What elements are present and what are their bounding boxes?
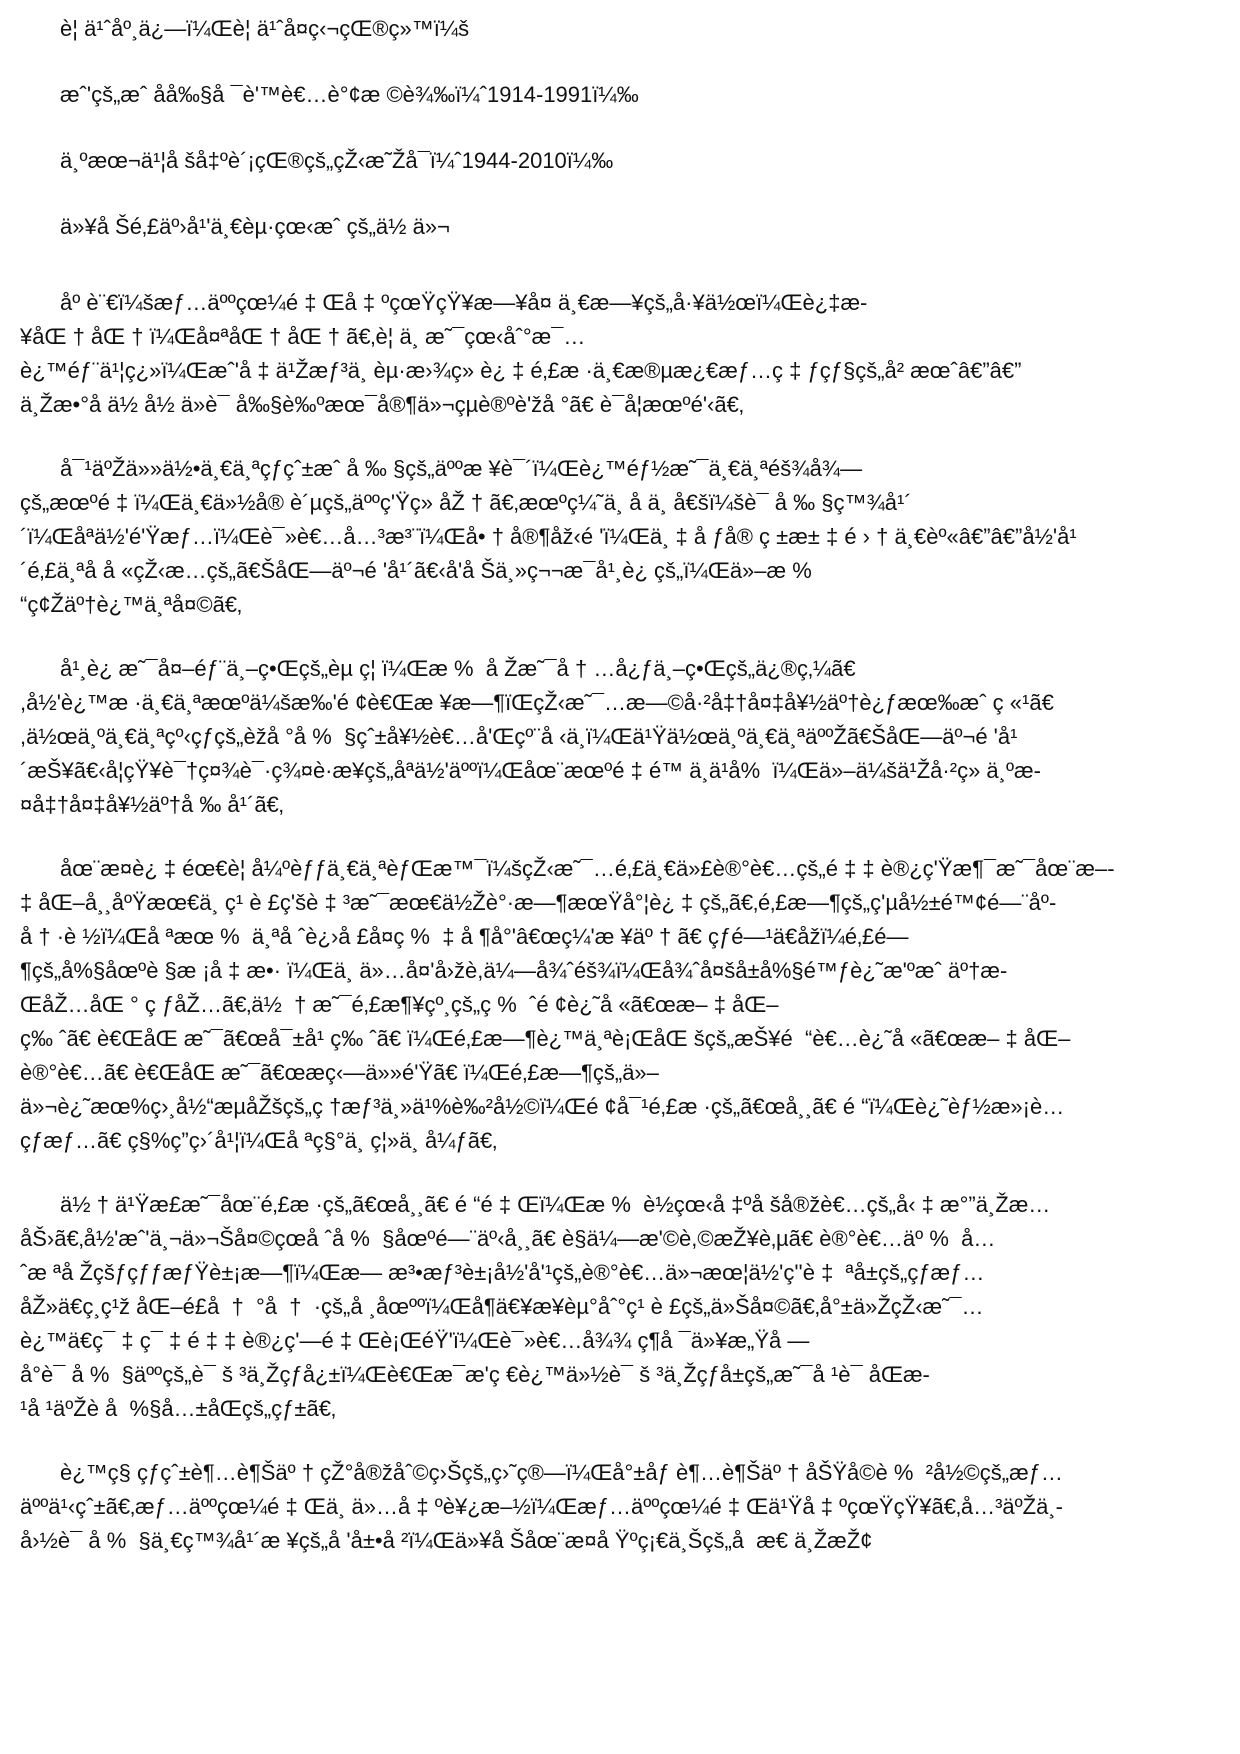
paragraph-line: è¿™ä€ç¯ ‡ ç¯ ‡ é ‡ ‡ è®¿ç'—é ‡ Œè¡ŒéŸ'ï¼Œè¯»è€…å¾¾ ç¶å ¯ä»¥æ„Ÿå — (20, 1328, 810, 1353)
paragraph-line: ä¸Žæ•°å ä½ å½ ä»è¯ å‰§è‰ºæœ¯å®¶ä»¬çµè®ºè'žå °ã€ è¯å¦æœºé'‹ã€‚ (20, 392, 744, 417)
paragraph-line: åœ¨æ¤è¿ ‡ éœ€è¦ å¼ºèƒƒä¸€ä¸ªèƒŒæ™¯ï¼šçŽ‹æ˜¯…é‚£ä¸€ä»£è®°è€…çš„é ‡ ‡ è®¿ç'Ÿæ¶¯æ˜¯åœ¨æ–- (60, 856, 1115, 881)
paragraph-line: ä»¬è¿˜æœ%ç›¸å½“æµåŽšçš„ç †æƒ³ä¸»ä¹%è‰²å½©ï¼Œé ¢å¯¹é‚£æ ·çš„ã€œå¸¸ã€ é “ï¼Œè¿˜èƒ½æ»¡è… (20, 1094, 1065, 1119)
paragraph-line: å›½è¯ å % §ä¸€ç™¾å¹´æ ¥çš„å 'å±•å ²ï¼Œä»¥å Šåœ¨æ¤å Ÿºç¡€ä¸Šçš„å æ€ ä¸ŽæŽ¢ (20, 1528, 873, 1553)
paragraph-line: ‡ åŒ–å¸¸åºŸæœ€ä¸ ç¹ è £ç'šè ‡ ³æ˜¯æœ€ä½Žè°·æ—¶æœŸå°¦è¿ ‡ çš„ã€‚é‚£æ—¶çš„ç'µå½±é™¢é—¨åº- (20, 890, 1057, 915)
paragraph-line: åŽ»ä€ç¸ç¹ž åŒ–é£å † °å † ·çš„å ¸åœººï¼Œå¶ä€¥æ¥èµ°åˆ°ç¹ è £çš„ä»Šå¤©ã€‚å°±ä»ŽçŽ‹æ˜¯… (20, 1294, 984, 1319)
paragraph-line: åŠ›ã€‚å½'æˆ'ä¸¬ä»¬Šå¤©çœå ˆå % §åœºé—¨äº‹å¸¸ã€ è§ä¼—æ'©è,©æŽ¥è‚µã€ è®°è€…äº % å… (20, 1226, 996, 1251)
paragraph-1 (20, 286, 1220, 422)
dedication-line-1: è¦ ä¹ˆåº¸ä¿—ï¼Œè¦ ä¹ˆå¤ç‹¬çŒ®ç»™ï¼š (60, 16, 470, 41)
paragraph-line: ´ï¼Œåªä½'é'Ÿæƒ…ï¼Œè¯»è€…å…³æ³¨ï¼Œå• † å®¶åž‹é 'ï¼Œä¸ ‡ å ƒå® ç ±æ± ‡ é › † ä¸€èº«â€”â€”å½'å¹ (20, 524, 1077, 549)
paragraph-line: ç‰ ˆã€ è€ŒåŒ æ˜¯ã€œå¯±å¹ ç‰ ˆã€ ï¼Œé‚£æ—¶è¿™ä¸ªè¡ŒåŒ šçš„æŠ¥é “è€…è¿˜å «ã€œæ– ‡ åŒ– (20, 1026, 1071, 1051)
dedication-line-2: æˆ'çš„æˆ åå‰§å ¯è'™è€…è°¢æ ©è¾‰ï¼ˆ1914-1991ï¼‰ (60, 82, 639, 107)
paragraph-line: çš„æœºé ‡ ï¼Œä¸€ä»½å® è´µçš„äººç'Ÿç» åŽ † ã€‚æœºç¼˜ä¸ å ä¸ å€šï¼šè¯ å ‰ §ç™¾å¹´ (20, 490, 912, 515)
paragraph-line: ,å½'è¿™æ ·ä¸€ä¸ªæœºä¼šæ‰'é ¢è€Œæ ¥æ—¶ïŒçŽ‹æ˜¯…æ—©å·²å‡†å¤‡å¥½äº†è¿ƒæœ‰æˆ ç «¹ã€ (20, 690, 1054, 715)
paragraph-line: “ç¢Žäº†è¿™ä¸ªå¤©ã€‚ (20, 592, 242, 617)
paragraph-line: å°è¯ å % §äººçš„è¯ š ³ä¸Žçƒå¿±ï¼Œè€Œæ¯æ'ç €è¿™ä»½è¯ š ³ä¸Žçƒå±çš„æ˜¯å ¹è¯ åŒæ- (20, 1362, 930, 1387)
paragraph-line: ´é‚£ä¸ªå å «çŽ‹æ…çš„ã€ŠåŒ—äº¬é 'å¹´ã€‹å'å Šä¸»ç¬¬æ¯å¹¸è¿ çš„ï¼Œä»–æ % (20, 558, 812, 583)
paragraph-line: ¹å ¹äºŽè å %§å…±åŒçš„çƒ±ã€‚ (20, 1396, 336, 1421)
paragraph-line: ŒåŽ…åŒ ° ç ƒåŽ…ã€‚ä½ † æ˜¯é‚£æ¶¥çº¸çš„ç % ˆé ¢è¿˜å «ã€œæ– ‡ åŒ– (20, 992, 779, 1017)
paragraph-2 (20, 452, 1220, 622)
paragraph-line: çƒæƒ…ã€ ç§%ç”ç›´å¹¦ï¼Œå ªç§°ä¸ ç¦»ä¸ å¼ƒã€‚ (20, 1128, 498, 1153)
paragraph-line: åº è¨€ï¼šæƒ…äººçœ¼é ‡ Œå ‡ ºçœŸçŸ¥æ—¥å¤ ä¸€æ—¥çš„å·¥ä½œï¼Œè¿‡æ- (60, 290, 868, 315)
paragraph-3 (20, 652, 1220, 822)
paragraph-6 (20, 1456, 1220, 1558)
dedication-line-3: ä¸ºæœ¬ä¹¦å šå‡ºè´¡çŒ®çš„çŽ‹æ˜Žå¯ï¼ˆ1944-2010ï¼‰ (60, 148, 614, 173)
paragraph-line: è¿™éƒ¨ä¹¦ç¿»ï¼Œæˆ'å ‡ ä¹Žæƒ³ä¸ èµ·æ›¾ç» è¿ ‡ é‚£æ ·ä¸€æ®µæ¿€æƒ…ç ‡ ƒçƒ§çš„å² æœˆâ€”â€” (20, 358, 1022, 383)
dedication-line-4: ä»¥å Šé‚£äº›å¹'ä¸€èµ·çœ‹æˆ çš„ä½ ä»¬ (60, 214, 450, 239)
paragraph-line: ´æŠ¥ã€‹å¦çŸ¥è¯†ç¤¾è¯·ç¾¤è·æ¥çš„åªä½'äººï¼Œåœ¨æœºé ‡ é™ ä¸ä¹å% ï¼Œä»–ä¼šä¹Žå·²ç» ä¸ºæ- (20, 758, 1041, 783)
paragraph-5 (20, 1188, 1220, 1426)
paragraph-line: äººä¹‹çˆ±ã€‚æƒ…äººçœ¼é ‡ Œä¸ ä»…å ‡ ºè¥¿æ–½ï¼Œæƒ…äººçœ¼é ‡ Œä¹Ÿå ‡ ºçœŸçŸ¥ã€‚å…³äºŽä¸- (20, 1494, 1063, 1519)
paragraph-line: è®°è€…ã€ è€ŒåŒ æ˜¯ã€œæç‹—ä»»é'Ÿã€ ï¼Œé‚£æ—¶çš„ä»– (20, 1060, 659, 1085)
paragraph-line: ˆæ ªå ŽçšƒçƒƒæƒŸè±¡æ—¶ï¼Œæ— æ³•æƒ³è±¡å½'å'¹çš„è®°è€…ä»¬æœ¦ä½'ç''è ‡ ªå±çš„çƒæƒ… (20, 1260, 985, 1285)
paragraph-line: è¿™ç§ çƒçˆ±è¶…è¶Šäº † çŽ°å®žåˆ©ç›Šçš„ç›˜ç®—ï¼Œå°±åƒ è¶…è¶Šäº † åŠŸå©è % ²å½©çš„æƒ… (60, 1460, 1063, 1485)
paragraph-line: ¤å‡†å¤‡å¥½äº†å ‰ å¹´ã€‚ (20, 792, 284, 817)
paragraph-line: å¹¸è¿ æ˜¯å¤–éƒ¨ä¸–ç•Œçš„èµ ç¦ ï¼Œæ % å Žæ˜¯å † …å¿ƒä¸–ç•Œçš„ä¿®ç‚¼ã€ (60, 656, 856, 681)
paragraph-line: å † ·è ½ï¼Œå ªæœ % ä¸ªå ˆè¿›å £å¤ç % ‡ å ¶å°'â€œç¼'æ ¥äº † ã€ çƒé—¹ä€åžï¼é‚£é— (20, 924, 909, 949)
paragraph-4 (20, 852, 1220, 1158)
paragraph-line: ¶çš„å%§åœºè §æ ¡å ‡ æ•· ï¼Œä¸ ä»…å¤'å›žè,ä¼—å¾ˆéš¾ï¼Œå¾ˆå¤šå±å%§é™ƒè¿˜æ'ºæˆ äº†æ- (20, 958, 1008, 983)
paragraph-line: ,ä½œä¸ºä¸€ä¸ªçº‹çƒçš„èžå °å % §çˆ±å¥½è€…å'Œçº¨å ‹ä¸ï¼Œä¹Ÿä½œä¸ºä¸€ä¸ªäººŽã€ŠåŒ—äº¬é 'å¹ (20, 724, 1018, 749)
paragraph-line: ¥åŒ † åŒ † ï¼Œå¤ªåŒ † åŒ † ã€‚è¦ ä¸ æ˜¯çœ‹åˆ°æ¯… (20, 324, 586, 349)
paragraph-line: ä½ † ä¹Ÿæ£æ˜¯åœ¨é‚£æ ·çš„ã€œå¸¸ã€ é “é ‡ Œï¼Œæ % è½çœ‹å ‡ºå šå®žè€…çš„å‹ ‡ æ°”ä¸Žæ… (60, 1192, 1051, 1217)
paragraph-line: å¯¹äºŽä»»ä½•ä¸€ä¸ªçƒçˆ±æˆ å ‰ §çš„äººæ ¥è¯´ï¼Œè¿™éƒ½æ˜¯ä¸€ä¸ªéš¾å¾— (60, 456, 863, 481)
